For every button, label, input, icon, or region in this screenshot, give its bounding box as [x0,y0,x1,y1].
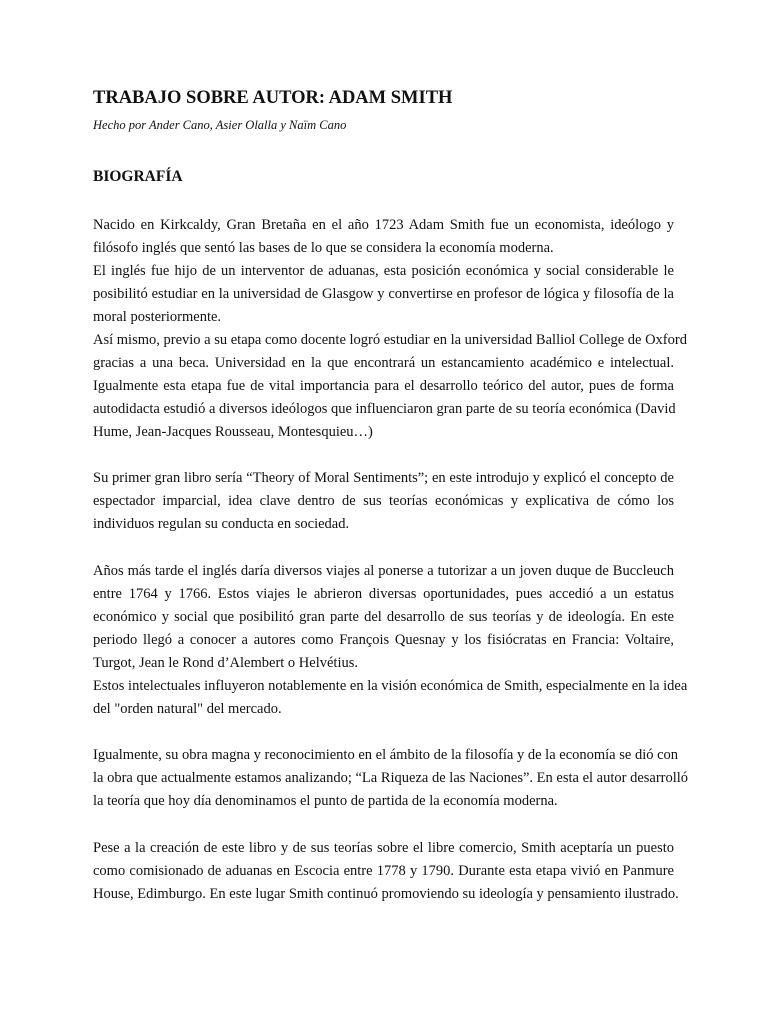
document-title: TRABAJO SOBRE AUTOR: ADAM SMITH [93,88,453,108]
body-line: como comisionado de aduanas en Escocia entre 1778 y 1790. Durante esta etapa vivió en Panmure [93,863,674,879]
body-line: Así mismo, previo a su etapa como docente logró estudiar en la universidad Balliol College de Oxford [93,332,687,348]
body-line: gracias a una beca. Universidad en la que encontrará un estancamiento académico e intelectual. [93,355,674,371]
body-line: espectador imparcial, idea clave dentro de sus teorías económicas y explicativa de cómo los [93,493,674,509]
body-line: Su primer gran libro sería “Theory of Moral Sentiments”; en este introdujo y explicó el concepto de [93,470,674,486]
body-line: periodo llegó a conocer a autores como François Quesnay y los fisiócratas en Francia: Voltaire, [93,632,674,648]
body-line: El inglés fue hijo de un interventor de aduanas, esta posición económica y social considerable le [93,263,674,279]
body-line: Turgot, Jean le Rond d’Alembert o Helvétius. [93,655,359,671]
body-line: Nacido en Kirkcaldy, Gran Bretaña en el año 1723 Adam Smith fue un economista, ideólogo y [93,217,674,233]
body-line: entre 1764 y 1766. Estos viajes le abrieron diversas oportunidades, pues accedió a un estatus [93,586,674,602]
body-line: económico y social que posibilitó gran parte del desarrollo de sus teorías y de ideología. En este [93,609,674,625]
body-line: Igualmente, su obra magna y reconocimiento en el ámbito de la filosofía y de la economía se dió con [93,747,679,763]
body-line: autodidacta estudió a diversos ideólogos que influenciaron gran parte de su teoría económica (David [93,401,676,417]
section-heading-biografia: BIOGRAFÍA [93,168,183,185]
body-line: la obra que actualmente estamos analizando; “La Riqueza de las Naciones”. En esta el autor desarrolló [93,770,689,786]
body-line: la teoría que hoy día denominamos el punto de partida de la economía moderna. [93,793,558,809]
authors-line: Hecho por Ander Cano, Asier Olalla y Naïm Cano [93,118,347,132]
body-line: moral posteriormente. [93,309,222,325]
body-line: Hume, Jean-Jacques Rousseau, Montesquieu…) [93,424,373,440]
body-line: individuos regulan su conducta en sociedad. [93,516,350,532]
body-line: Igualmente esta etapa fue de vital importancia para el desarrollo teórico del autor, pues de forma [93,378,674,394]
body-line: Estos intelectuales influyeron notablemente en la visión económica de Smith, especialmente en la idea [93,678,688,694]
body-line: filósofo inglés que sentó las bases de lo que se considera la economía moderna. [93,240,554,256]
body-line: Pese a la creación de este libro y de sus teorías sobre el libre comercio, Smith aceptaría un puesto [93,840,674,856]
body-line: del "orden natural" del mercado. [93,701,282,717]
body-line: House, Edimburgo. En este lugar Smith continuó promoviendo su ideología y pensamiento ilustrado. [93,886,679,902]
body-line: posibilitó estudiar en la universidad de Glasgow y convertirse en profesor de lógica y filosofía de la [93,286,674,302]
body-line: Años más tarde el inglés daría diversos viajes al ponerse a tutorizar a un joven duque de Buccleuch [93,563,674,579]
